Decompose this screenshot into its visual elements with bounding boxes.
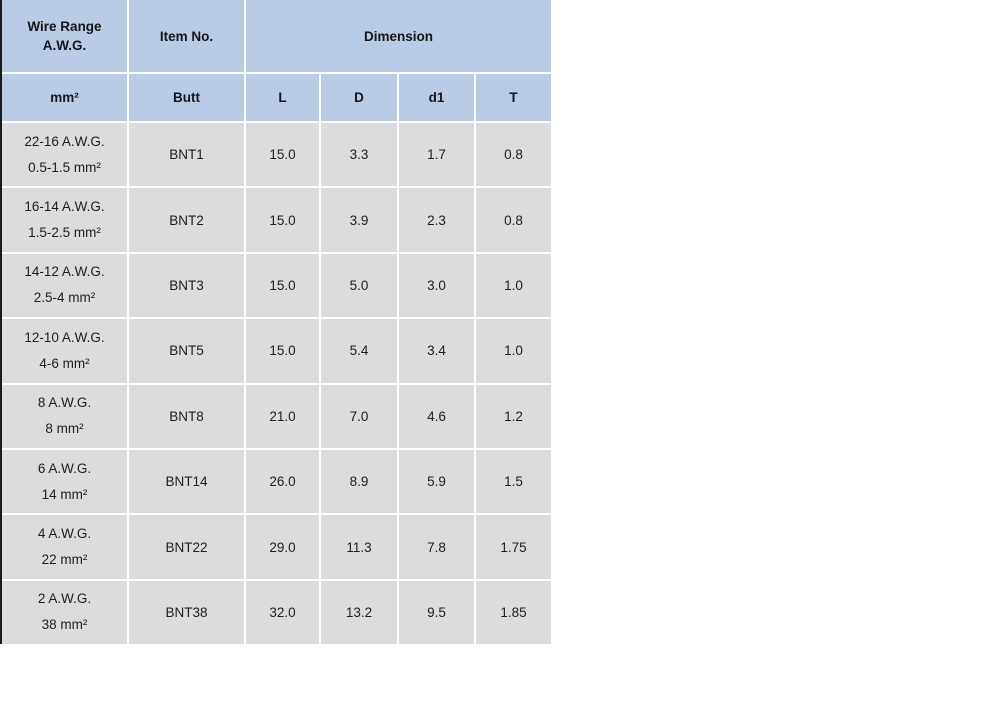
wire-terminal-spec-table [0, 0, 551, 644]
wire-range-cell [2, 254, 127, 317]
mm2-range: 2.5-4 mm² [33, 290, 96, 306]
subheader-d1: d1 [399, 74, 474, 121]
dim-l-cell: 15.0 [246, 254, 319, 317]
mm2-range: 4-6 mm² [39, 355, 90, 371]
awg-range: 4 A.W.G. [37, 526, 92, 542]
dim-t-cell: 1.5 [476, 450, 551, 513]
subheader-d: D [321, 74, 397, 121]
dim-d1-cell: 9.5 [399, 581, 474, 644]
dim-d-cell: 5.4 [321, 319, 397, 382]
dim-l-cell: 32.0 [246, 581, 319, 644]
dim-l-cell: 21.0 [246, 385, 319, 448]
dim-t-cell: 1.85 [476, 581, 551, 644]
header-wire-range-line1: Wire Range [27, 19, 102, 34]
dim-d-cell: 7.0 [321, 385, 397, 448]
awg-range: 12-10 A.W.G. [24, 329, 105, 345]
dim-d-cell: 8.9 [321, 450, 397, 513]
subheader-t: T [476, 74, 551, 121]
dim-l-cell: 15.0 [246, 123, 319, 186]
dim-l-cell: 29.0 [246, 515, 319, 578]
dim-t-cell: 1.75 [476, 515, 551, 578]
mm2-range: 38 mm² [41, 617, 88, 633]
dim-t-cell: 1.0 [476, 254, 551, 317]
dim-d1-cell: 4.6 [399, 385, 474, 448]
subheader-butt: Butt [129, 74, 244, 121]
mm2-range: 8 mm² [45, 421, 84, 437]
dim-l-cell: 15.0 [246, 319, 319, 382]
item-no-cell: BNT5 [129, 319, 244, 382]
awg-range: 14-12 A.W.G. [24, 264, 105, 280]
subheader-l: L [246, 74, 319, 121]
wire-range-cell [2, 188, 127, 251]
awg-range: 22-16 A.W.G. [24, 133, 105, 149]
mm2-range: 1.5-2.5 mm² [28, 225, 101, 241]
mm2-range: 22 mm² [41, 552, 88, 568]
dim-d-cell: 11.3 [321, 515, 397, 578]
item-no-cell: BNT3 [129, 254, 244, 317]
header-item-no: Item No. [129, 0, 244, 72]
awg-range: 6 A.W.G. [37, 460, 92, 476]
dim-d-cell: 3.9 [321, 188, 397, 251]
awg-range: 8 A.W.G. [37, 395, 92, 411]
dim-d-cell: 3.3 [321, 123, 397, 186]
item-no-cell: BNT22 [129, 515, 244, 578]
dim-l-cell: 26.0 [246, 450, 319, 513]
wire-range-cell [2, 515, 127, 578]
dim-t-cell: 0.8 [476, 123, 551, 186]
item-no-cell: BNT2 [129, 188, 244, 251]
item-no-cell: BNT1 [129, 123, 244, 186]
dim-d1-cell: 2.3 [399, 188, 474, 251]
dim-d1-cell: 1.7 [399, 123, 474, 186]
dim-t-cell: 1.2 [476, 385, 551, 448]
dim-t-cell: 1.0 [476, 319, 551, 382]
dim-l-cell: 15.0 [246, 188, 319, 251]
dim-d1-cell: 5.9 [399, 450, 474, 513]
dim-d1-cell: 3.4 [399, 319, 474, 382]
mm2-range: 0.5-1.5 mm² [28, 159, 101, 175]
dim-d-cell: 13.2 [321, 581, 397, 644]
header-dimension: Dimension [246, 0, 551, 72]
item-no-cell: BNT8 [129, 385, 244, 448]
wire-range-cell [2, 385, 127, 448]
item-no-cell: BNT38 [129, 581, 244, 644]
subheader-mm2: mm² [2, 74, 127, 121]
dim-t-cell: 0.8 [476, 188, 551, 251]
dim-d1-cell: 3.0 [399, 254, 474, 317]
dim-d1-cell: 7.8 [399, 515, 474, 578]
header-wire-range [2, 0, 127, 72]
wire-range-cell [2, 319, 127, 382]
dim-d-cell: 5.0 [321, 254, 397, 317]
header-wire-range-line2: A.W.G. [42, 38, 87, 53]
wire-range-cell [2, 450, 127, 513]
item-no-cell: BNT14 [129, 450, 244, 513]
wire-range-cell [2, 123, 127, 186]
wire-range-cell [2, 581, 127, 644]
mm2-range: 14 mm² [41, 486, 88, 502]
awg-range: 2 A.W.G. [37, 591, 92, 607]
awg-range: 16-14 A.W.G. [24, 199, 105, 215]
